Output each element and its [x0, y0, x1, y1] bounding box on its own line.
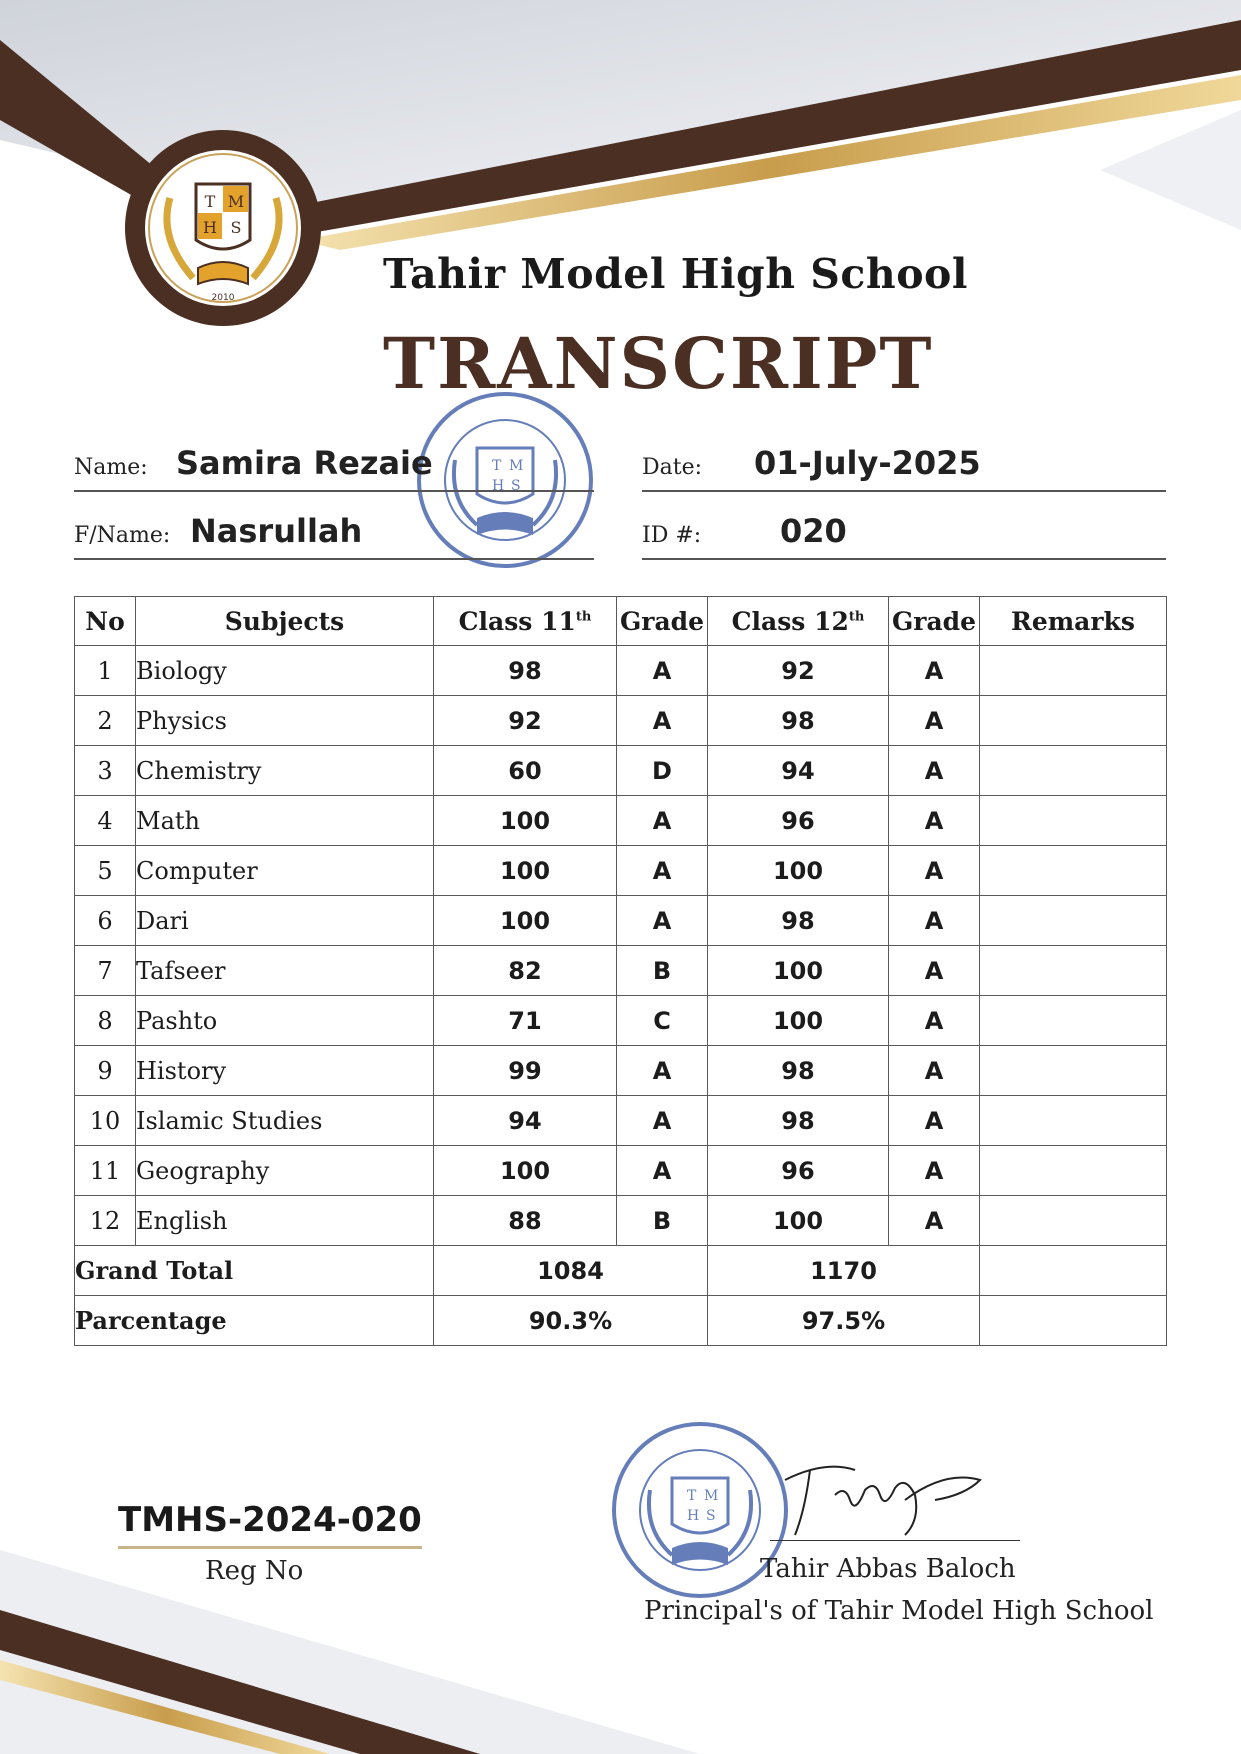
table-row [75, 796, 1167, 846]
class-12-mark: 100 [708, 846, 889, 896]
class-12-grade: A [889, 746, 980, 796]
svg-text:M: M [509, 458, 524, 474]
principal-title: Principal's of Tahir Model High School [644, 1596, 1154, 1626]
svg-text:H: H [203, 218, 217, 237]
principal-signature [765, 1440, 995, 1550]
class-11-mark: 60 [434, 746, 617, 796]
class-12-mark: 98 [708, 1046, 889, 1096]
class-12-grade: A [889, 1196, 980, 1246]
class-12-mark: 92 [708, 646, 889, 696]
remarks-cell [980, 1146, 1167, 1196]
remarks-cell [980, 946, 1167, 996]
header-class-11 [434, 597, 617, 646]
id-field [642, 498, 1166, 560]
student-id: 020 [780, 512, 847, 550]
svg-text:2010: 2010 [211, 293, 235, 303]
svg-text:M: M [704, 1488, 719, 1504]
row-number: 5 [75, 846, 136, 896]
row-number: 6 [75, 896, 136, 946]
grades-body [75, 646, 1167, 1246]
subject-name: Biology [136, 646, 434, 696]
remarks-cell [980, 746, 1167, 796]
father-name: Nasrullah [190, 512, 363, 550]
subject-name: Islamic Studies [136, 1096, 434, 1146]
row-number: 3 [75, 746, 136, 796]
class-11-grade: A [617, 846, 708, 896]
class-11-mark: 100 [434, 796, 617, 846]
remarks-cell [980, 896, 1167, 946]
table-row [75, 646, 1167, 696]
school-name: Tahir Model High School [383, 250, 968, 298]
class-12-grade: A [889, 696, 980, 746]
remarks-cell [980, 646, 1167, 696]
document-title: TRANSCRIPT [383, 322, 934, 405]
totals-body [75, 1246, 1167, 1346]
class-12-grade: A [889, 946, 980, 996]
table-header-row [75, 597, 1167, 646]
grand-total-remarks [980, 1246, 1167, 1296]
class-11-mark: 82 [434, 946, 617, 996]
header-class-12-text: Class 12 [731, 606, 849, 636]
row-number: 7 [75, 946, 136, 996]
class-12-grade: A [889, 1146, 980, 1196]
remarks-cell [980, 996, 1167, 1046]
grand-total-label: Grand Total [75, 1246, 434, 1296]
table-row [75, 1096, 1167, 1146]
class-11-grade: A [617, 696, 708, 746]
subject-name: History [136, 1046, 434, 1096]
remarks-cell [980, 1096, 1167, 1146]
grand-total-row [75, 1246, 1167, 1296]
class-12-grade: A [889, 646, 980, 696]
class-12-grade: A [889, 796, 980, 846]
subject-name: Tafseer [136, 946, 434, 996]
class-12-mark: 98 [708, 896, 889, 946]
header-class-11-sup: th [575, 609, 592, 625]
name-field [74, 430, 594, 492]
remarks-cell [980, 796, 1167, 846]
subject-name: Geography [136, 1146, 434, 1196]
percentage-class-12: 97.5% [708, 1296, 980, 1346]
class-11-grade: A [617, 1046, 708, 1096]
svg-text:S: S [230, 218, 242, 237]
header-subjects: Subjects [136, 597, 434, 646]
signature-line [770, 1540, 1020, 1541]
principal-name: Tahir Abbas Baloch [760, 1554, 1016, 1584]
father-name-label: F/Name: [74, 523, 171, 548]
class-12-grade: A [889, 896, 980, 946]
svg-text:M: M [227, 192, 245, 211]
row-number: 4 [75, 796, 136, 846]
student-name: Samira Rezaie [176, 444, 433, 482]
class-11-grade: A [617, 1146, 708, 1196]
header-remarks: Remarks [980, 597, 1167, 646]
subject-name: Dari [136, 896, 434, 946]
remarks-cell [980, 1196, 1167, 1246]
class-12-grade: A [889, 996, 980, 1046]
header-grade-11: Grade [617, 597, 708, 646]
table-row [75, 746, 1167, 796]
row-number: 11 [75, 1146, 136, 1196]
svg-text:T: T [687, 1488, 697, 1504]
percentage-row [75, 1296, 1167, 1346]
class-11-grade: A [617, 896, 708, 946]
table-row [75, 846, 1167, 896]
subject-name: Physics [136, 696, 434, 746]
class-11-mark: 100 [434, 846, 617, 896]
table-row [75, 946, 1167, 996]
table-row [75, 1196, 1167, 1246]
subject-name: English [136, 1196, 434, 1246]
class-11-mark: 88 [434, 1196, 617, 1246]
header-class-12 [708, 597, 889, 646]
class-11-mark: 99 [434, 1046, 617, 1096]
registration-label: Reg No [205, 1556, 304, 1586]
class-12-mark: 100 [708, 1196, 889, 1246]
issue-date: 01-July-2025 [754, 444, 981, 482]
class-11-mark: 94 [434, 1096, 617, 1146]
class-12-grade: A [889, 846, 980, 896]
class-12-grade: A [889, 1096, 980, 1146]
row-number: 12 [75, 1196, 136, 1246]
class-11-grade: A [617, 1096, 708, 1146]
right-silver-corner [1100, 110, 1241, 230]
table-row [75, 896, 1167, 946]
class-11-mark: 92 [434, 696, 617, 746]
row-number: 9 [75, 1046, 136, 1096]
class-11-grade: A [617, 646, 708, 696]
table-row [75, 1146, 1167, 1196]
class-11-grade: C [617, 996, 708, 1046]
header-no: No [75, 597, 136, 646]
svg-text:S: S [706, 1508, 716, 1524]
percentage-remarks [980, 1296, 1167, 1346]
header-grade-12: Grade [889, 597, 980, 646]
subject-name: Pashto [136, 996, 434, 1046]
class-12-mark: 96 [708, 1146, 889, 1196]
remarks-cell [980, 1046, 1167, 1096]
name-label: Name: [74, 455, 148, 480]
subject-name: Math [136, 796, 434, 846]
date-field [642, 430, 1166, 492]
percentage-class-11: 90.3% [434, 1296, 708, 1346]
remarks-cell [980, 696, 1167, 746]
class-12-mark: 100 [708, 996, 889, 1046]
row-number: 10 [75, 1096, 136, 1146]
class-12-mark: 98 [708, 696, 889, 746]
class-12-mark: 100 [708, 946, 889, 996]
svg-text:S: S [511, 478, 521, 494]
class-11-grade: B [617, 946, 708, 996]
subject-name: Chemistry [136, 746, 434, 796]
father-name-field [74, 498, 594, 560]
table-row [75, 996, 1167, 1046]
class-11-grade: D [617, 746, 708, 796]
grand-total-class-11: 1084 [434, 1246, 708, 1296]
grades-table [74, 596, 1167, 1346]
class-11-grade: A [617, 796, 708, 846]
row-number: 1 [75, 646, 136, 696]
class-12-mark: 96 [708, 796, 889, 846]
percentage-label: Parcentage [75, 1296, 434, 1346]
date-label: Date: [642, 455, 703, 480]
row-number: 2 [75, 696, 136, 746]
school-logo [118, 128, 328, 328]
class-11-mark: 100 [434, 1146, 617, 1196]
class-12-grade: A [889, 1046, 980, 1096]
table-row [75, 1046, 1167, 1096]
svg-text:T: T [204, 192, 216, 211]
class-12-mark: 94 [708, 746, 889, 796]
header-class-12-sup: th [848, 609, 865, 625]
svg-text:H: H [687, 1508, 700, 1524]
grand-total-class-12: 1170 [708, 1246, 980, 1296]
class-12-mark: 98 [708, 1096, 889, 1146]
svg-text:T: T [492, 458, 502, 474]
class-11-mark: 71 [434, 996, 617, 1046]
id-label: ID #: [642, 523, 702, 548]
registration-number: TMHS-2024-020 [118, 1500, 422, 1549]
header-class-11-text: Class 11 [458, 606, 576, 636]
class-11-grade: B [617, 1196, 708, 1246]
svg-text:H: H [492, 478, 505, 494]
class-11-mark: 98 [434, 646, 617, 696]
table-row [75, 696, 1167, 746]
class-11-mark: 100 [434, 896, 617, 946]
remarks-cell [980, 846, 1167, 896]
subject-name: Computer [136, 846, 434, 896]
row-number: 8 [75, 996, 136, 1046]
